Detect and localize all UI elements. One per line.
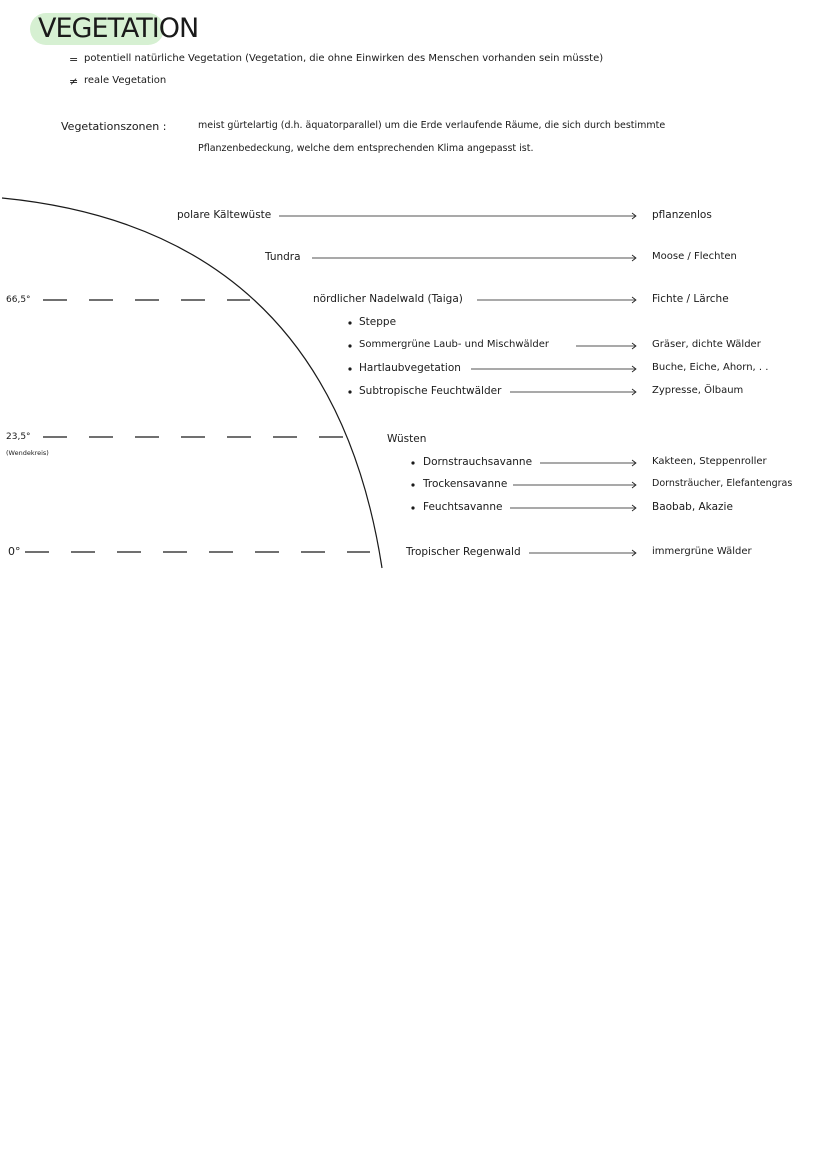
plants-rainforest: immergrüne Wälder xyxy=(652,546,752,557)
bullet-sclerophyll xyxy=(348,367,351,370)
zone-subtropical: Subtropische Feuchtwälder xyxy=(359,385,502,397)
zones-term: Vegetationszonen : xyxy=(61,120,167,133)
zone-sclerophyll: Hartlaubvegetation xyxy=(359,362,461,374)
plants-taiga: Fichte / Lärche xyxy=(652,293,729,305)
plants-wet-savanna: Baobab, Akazie xyxy=(652,501,733,513)
bullet-subtropical xyxy=(348,390,351,393)
zones-definition-line-2: Pflanzenbedeckung, welche dem entsprechenden Klima angepasst ist. xyxy=(198,143,534,154)
latitude-polar-circle: 66,5° xyxy=(6,295,31,305)
bullet-wet-savanna xyxy=(411,506,414,509)
bullet-thorn-savanna xyxy=(411,461,414,464)
bullet-steppe xyxy=(348,321,351,324)
zones-definition-line-1: meist gürtelartig (d.h. äquatorparallel) um die Erde verlaufende Räume, die sich durch bestimmte xyxy=(198,120,666,131)
bullet-dry-savanna xyxy=(411,483,414,486)
zone-deserts: Wüsten xyxy=(387,433,427,445)
symbol-not-equal: ≠ xyxy=(69,75,79,88)
symbol-equals: = xyxy=(69,53,79,66)
zone-deciduous: Sommergrüne Laub- und Mischwälder xyxy=(359,339,550,350)
zone-taiga: nördlicher Nadelwald (Taiga) xyxy=(313,293,463,305)
plants-polar: pflanzenlos xyxy=(652,209,712,221)
latitude-tropic: 23,5° xyxy=(6,432,31,442)
plants-sclerophyll: Buche, Eiche, Ahorn, . . xyxy=(652,362,769,373)
zone-tundra: Tundra xyxy=(265,251,301,263)
zone-wet-savanna: Feuchtsavanne xyxy=(423,501,503,513)
plants-thorn-savanna: Kakteen, Steppenroller xyxy=(652,456,767,467)
plants-tundra: Moose / Flechten xyxy=(652,251,737,262)
plants-deciduous: Gräser, dichte Wälder xyxy=(652,339,761,350)
page-title: VEGETATION xyxy=(38,13,199,44)
zone-polar: polare Kältewüste xyxy=(177,209,272,221)
plants-dry-savanna: Dornsträucher, Elefantengras xyxy=(652,478,793,489)
definition-potential: potentiell natürliche Vegetation (Vegetation, die ohne Einwirken des Menschen vorhanden sein müsste) xyxy=(84,53,604,64)
zone-thorn-savanna: Dornstrauchsavanne xyxy=(423,456,533,468)
zone-steppe: Steppe xyxy=(359,316,397,328)
bullet-deciduous xyxy=(348,344,351,347)
plants-subtropical: Zypresse, Ölbaum xyxy=(652,385,744,396)
latitude-equator: 0° xyxy=(8,545,21,558)
definition-real: reale Vegetation xyxy=(84,75,167,86)
zone-rainforest: Tropischer Regenwald xyxy=(406,546,521,558)
zone-dry-savanna: Trockensavanne xyxy=(423,478,508,490)
earth-curve xyxy=(2,198,382,568)
latitude-tropic-note: (Wendekreis) xyxy=(6,449,49,457)
